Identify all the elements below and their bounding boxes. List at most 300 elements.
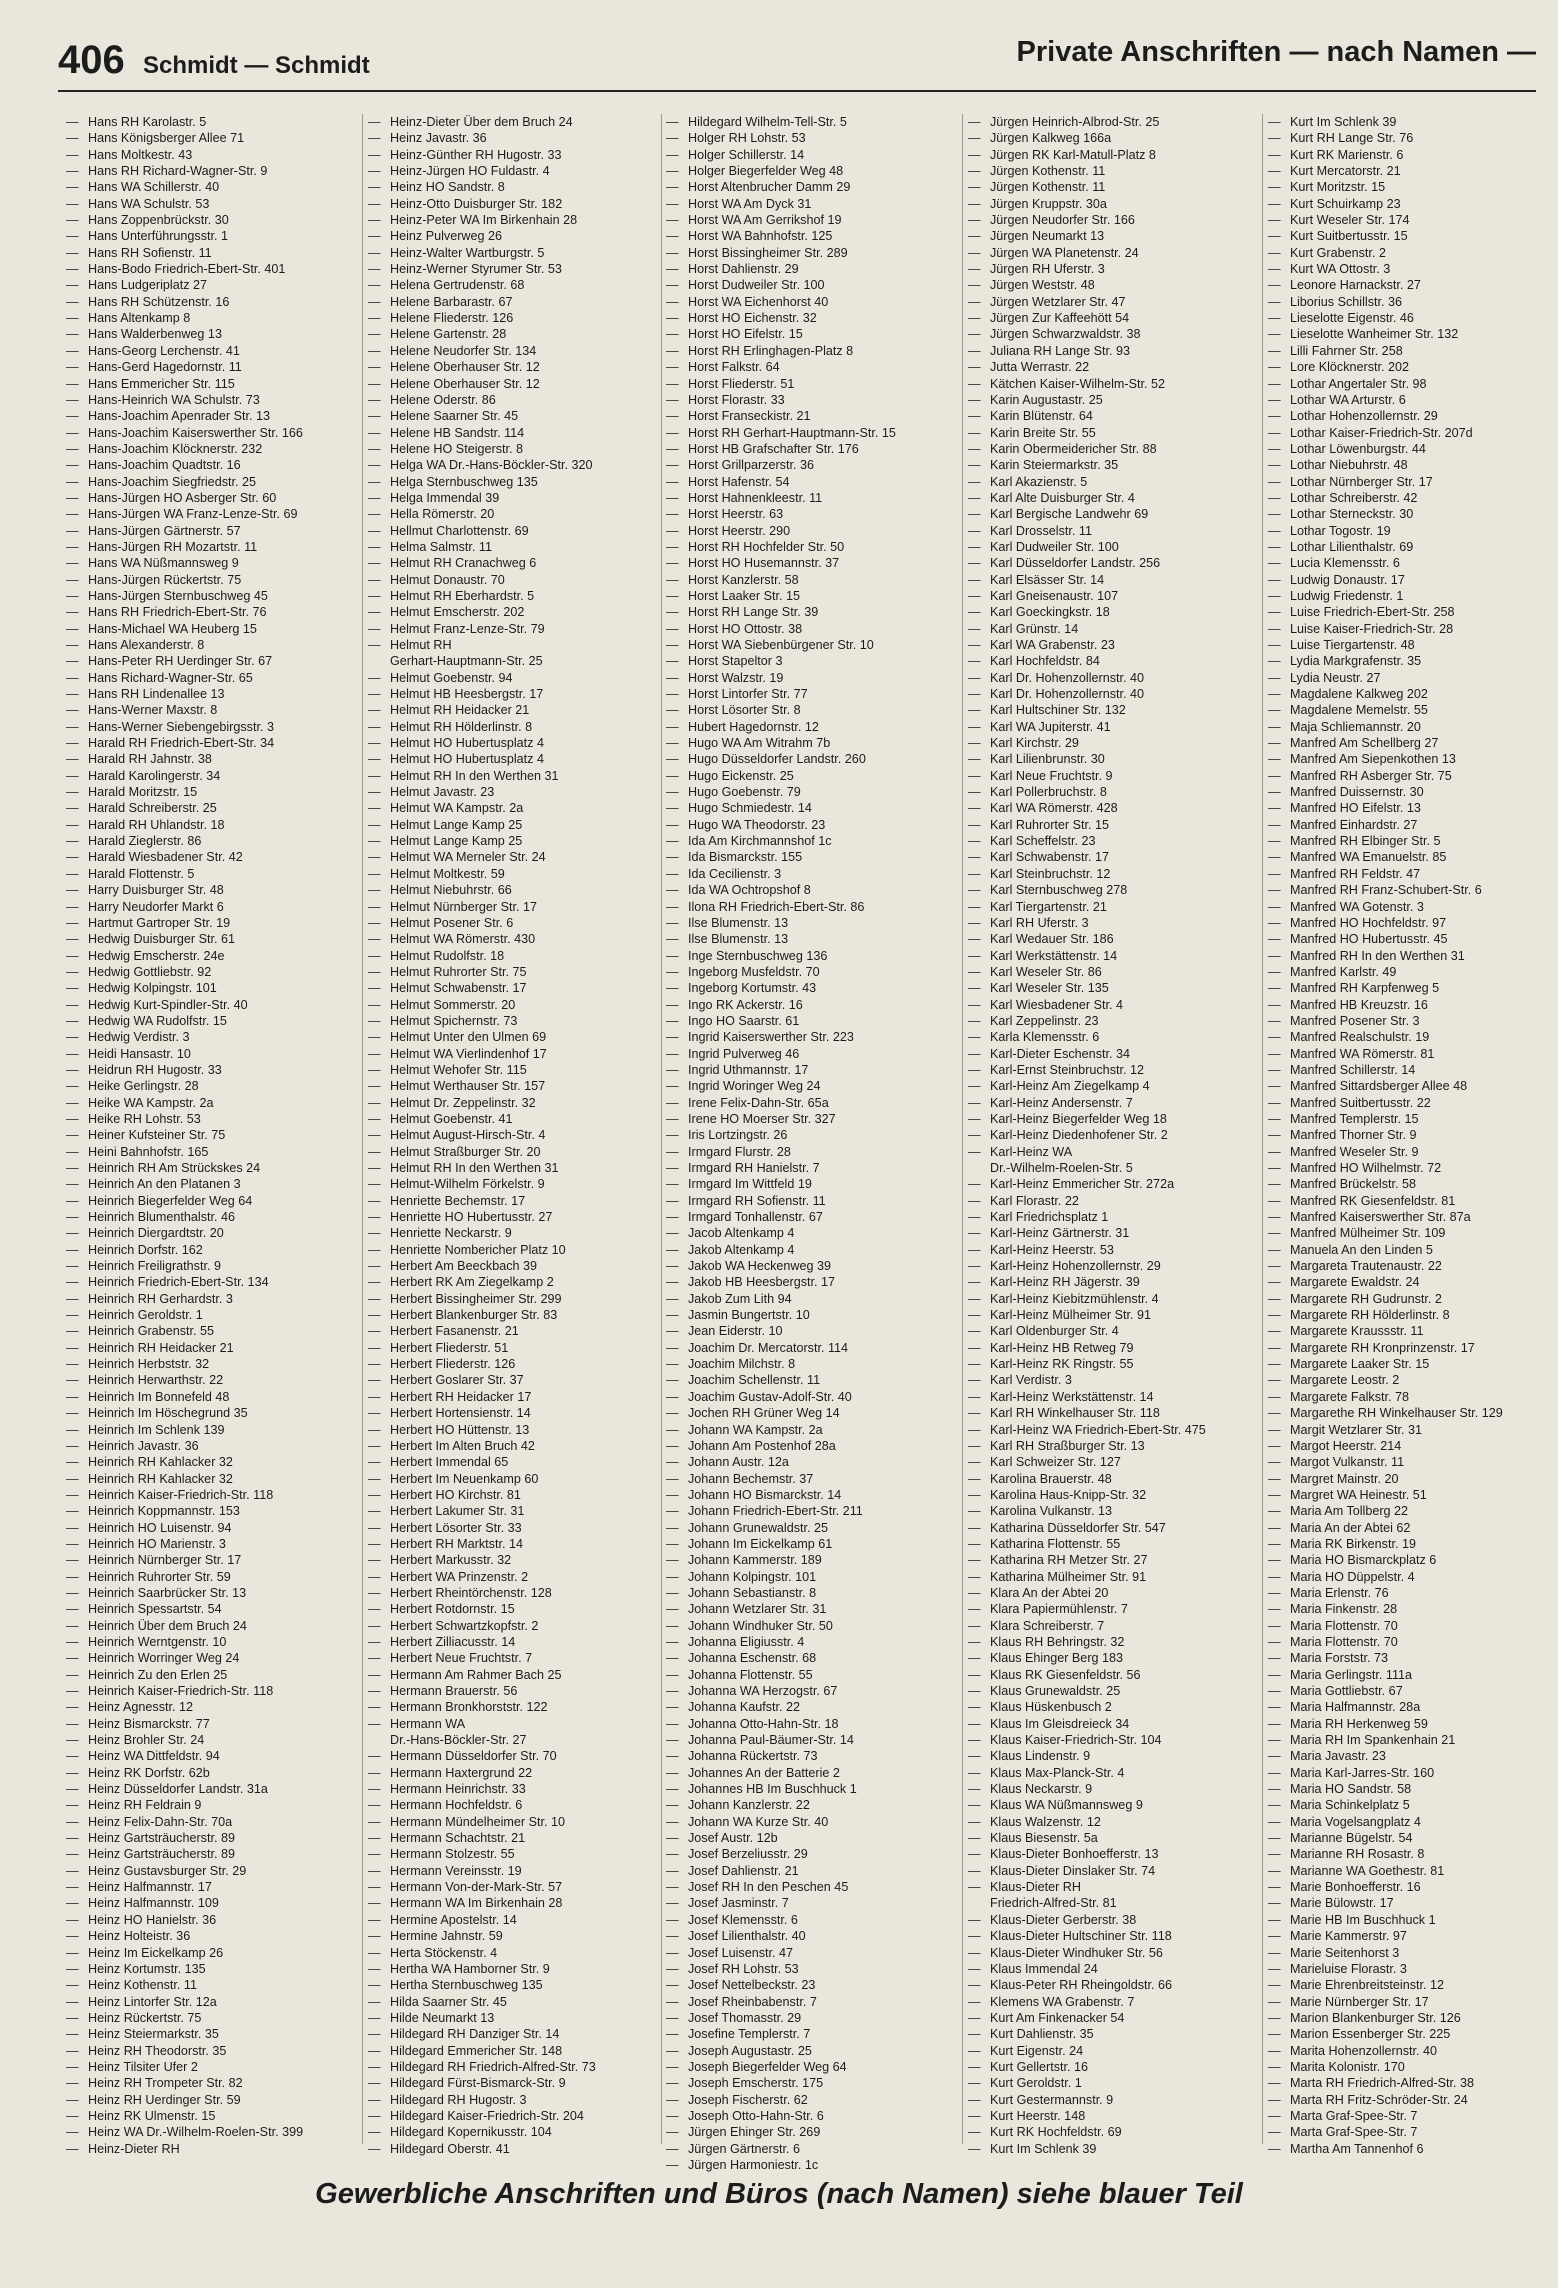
directory-entry: — Maria Javastr. 23	[1268, 1748, 1558, 1764]
directory-entry: — Karl-Heinz Diedenhofener Str. 2	[968, 1127, 1260, 1143]
directory-entry: — Ingeborg Musfeldstr. 70	[666, 964, 958, 980]
directory-entry: — Herbert Fliederstr. 51	[368, 1340, 660, 1356]
directory-entry: — Helene Neudorfer Str. 134	[368, 343, 660, 359]
directory-entry: — Marie Nürnberger Str. 17	[1268, 1994, 1558, 2010]
directory-entry: — Hella Römerstr. 20	[368, 506, 660, 522]
directory-entry: — Klaus RK Giesenfeldstr. 56	[968, 1667, 1260, 1683]
directory-entry: — Ingrid Woringer Weg 24	[666, 1078, 958, 1094]
directory-entry: — Hans-Heinrich WA Schulstr. 73	[66, 392, 358, 408]
directory-entry: — Horst WA Am Dyck 31	[666, 196, 958, 212]
directory-entry: — Karin Steiermarkstr. 35	[968, 457, 1260, 473]
directory-column-4	[968, 114, 1260, 2157]
directory-entry: — Marta Graf-Spee-Str. 7	[1268, 2108, 1558, 2124]
directory-entry: — Hermann Düsseldorfer Str. 70	[368, 1748, 660, 1764]
directory-entry: — Herta Stöckenstr. 4	[368, 1945, 660, 1961]
directory-entry: — Maria Halfmannstr. 28a	[1268, 1699, 1558, 1715]
directory-entry: — Klaus Biesenstr. 5a	[968, 1830, 1260, 1846]
directory-entry: — Margot Vulkanstr. 11	[1268, 1454, 1558, 1470]
directory-entry: — Heinz HO Hanielstr. 36	[66, 1912, 358, 1928]
directory-entry: — Johann Grunewaldstr. 25	[666, 1520, 958, 1536]
directory-entry: — Heinz-Dieter Über dem Bruch 24	[368, 114, 660, 130]
directory-entry: — Heinrich Worringer Weg 24	[66, 1650, 358, 1666]
directory-entry: — Horst Falkstr. 64	[666, 359, 958, 375]
directory-entry: — Helmut Posener Str. 6	[368, 915, 660, 931]
directory-entry: — Hans RH Richard-Wagner-Str. 9	[66, 163, 358, 179]
directory-entry: — Karl-Heinz Heerstr. 53	[968, 1242, 1260, 1258]
directory-entry: — Helmut Wehofer Str. 115	[368, 1062, 660, 1078]
directory-entry: — Magdalene Kalkweg 202	[1268, 686, 1558, 702]
directory-entry: — Lothar Togostr. 19	[1268, 523, 1558, 539]
directory-entry: — Heinrich Herwarthstr. 22	[66, 1372, 358, 1388]
directory-entry: — Karl Sternbuschweg 278	[968, 882, 1260, 898]
directory-entry: — Margarethe RH Winkelhauser Str. 129	[1268, 1405, 1558, 1421]
directory-entry: — Lothar Schreiberstr. 42	[1268, 490, 1558, 506]
directory-entry: — Manfred Weseler Str. 9	[1268, 1144, 1558, 1160]
column-divider	[1262, 114, 1263, 2144]
directory-entry: — Hermann Vereinsstr. 19	[368, 1863, 660, 1879]
directory-entry: — Hans Zoppenbrückstr. 30	[66, 212, 358, 228]
directory-entry: — Herbert HO Hüttenstr. 13	[368, 1422, 660, 1438]
directory-entry: — Karl-Heinz WA Friedrich-Ebert-Str. 475	[968, 1422, 1260, 1438]
directory-entry: — Karl Düsseldorfer Landstr. 256	[968, 555, 1260, 571]
directory-entry: — Juliana RH Lange Str. 93	[968, 343, 1260, 359]
directory-entry: — Ilse Blumenstr. 13	[666, 931, 958, 947]
directory-entry: — Horst RH Gerhart-Hauptmann-Str. 15	[666, 425, 958, 441]
directory-entry: — Hans-Peter RH Uerdinger Str. 67	[66, 653, 358, 669]
directory-entry: — Lieselotte Eigenstr. 46	[1268, 310, 1558, 326]
directory-entry: — Kurt Geroldstr. 1	[968, 2075, 1260, 2091]
directory-entry: — Karl Wedauer Str. 186	[968, 931, 1260, 947]
directory-entry: — Hermine Apostelstr. 14	[368, 1912, 660, 1928]
header-rule	[58, 90, 1536, 92]
directory-entry: — Jürgen Neudorfer Str. 166	[968, 212, 1260, 228]
directory-entry: — Maria Erlenstr. 76	[1268, 1585, 1558, 1601]
directory-entry: — Heinz Gartsträucherstr. 89	[66, 1830, 358, 1846]
directory-entry: — Karl Hochfeldstr. 84	[968, 653, 1260, 669]
directory-entry: — Hans RH Lindenallee 13	[66, 686, 358, 702]
directory-entry: — Helma Salmstr. 11	[368, 539, 660, 555]
directory-entry: — Karolina Vulkanstr. 13	[968, 1503, 1260, 1519]
directory-entry: — Hermann Am Rahmer Bach 25	[368, 1667, 660, 1683]
directory-entry: — Heinrich RH Gerhardstr. 3	[66, 1291, 358, 1307]
directory-entry: — Margarete RH Hölderlinstr. 8	[1268, 1307, 1558, 1323]
directory-entry: — Irmgard Im Wittfeld 19	[666, 1176, 958, 1192]
directory-entry: — Helmut RH Cranachweg 6	[368, 555, 660, 571]
directory-entry: — Kurt Moritzstr. 15	[1268, 179, 1558, 195]
directory-entry: — Karl WA Römerstr. 428	[968, 800, 1260, 816]
directory-entry: — Karl Oldenburger Str. 4	[968, 1323, 1260, 1339]
directory-entry: — Hedwig Verdistr. 3	[66, 1029, 358, 1045]
directory-entry: — Helmut WA Römerstr. 430	[368, 931, 660, 947]
directory-entry: — Heinz RK Dorfstr. 62b	[66, 1765, 358, 1781]
directory-entry: — Helmut RH In den Werthen 31	[368, 1160, 660, 1176]
directory-entry: — Ilse Blumenstr. 13	[666, 915, 958, 931]
directory-entry: — Heinz Bismarckstr. 77	[66, 1716, 358, 1732]
directory-entry: — Josef Lilienthalstr. 40	[666, 1928, 958, 1944]
directory-entry: — Manfred WA Römerstr. 81	[1268, 1046, 1558, 1062]
directory-entry: — Margarete Leostr. 2	[1268, 1372, 1558, 1388]
directory-entry: — Jasmin Bungertstr. 10	[666, 1307, 958, 1323]
directory-entry: — Hans Moltkestr. 43	[66, 147, 358, 163]
directory-entry: — Karin Obermeidericher Str. 88	[968, 441, 1260, 457]
directory-entry: — Heinz Im Eickelkamp 26	[66, 1945, 358, 1961]
directory-entry: — Margarete Kraussstr. 11	[1268, 1323, 1558, 1339]
directory-entry: — Maria Am Tollberg 22	[1268, 1503, 1558, 1519]
directory-entry: — Karl RH Winkelhauser Str. 118	[968, 1405, 1260, 1421]
directory-entry: — Hans-Joachim Kaiserswerther Str. 166	[66, 425, 358, 441]
directory-entry: — Manfred Am Schellberg 27	[1268, 735, 1558, 751]
directory-entry: — Klaus-Dieter Bonhoefferstr. 13	[968, 1846, 1260, 1862]
directory-entry: — Joachim Dr. Mercatorstr. 114	[666, 1340, 958, 1356]
directory-entry: — Lothar Niebuhrstr. 48	[1268, 457, 1558, 473]
directory-entry: — Helene Saarner Str. 45	[368, 408, 660, 424]
directory-entry: — Horst Florastr. 33	[666, 392, 958, 408]
directory-entry: — Heinz-Günther RH Hugostr. 33	[368, 147, 660, 163]
directory-entry: — Irmgard RH Hanielstr. 7	[666, 1160, 958, 1176]
directory-entry: — Maria Karl-Jarres-Str. 160	[1268, 1765, 1558, 1781]
directory-entry: — Lilli Fahrner Str. 258	[1268, 343, 1558, 359]
directory-entry: — Hans-Werner Siebengebirgsstr. 3	[66, 719, 358, 735]
directory-entry: — Karla Klemensstr. 6	[968, 1029, 1260, 1045]
directory-entry: — Johanna Kaufstr. 22	[666, 1699, 958, 1715]
directory-entry: — Heinz-Otto Duisburger Str. 182	[368, 196, 660, 212]
directory-entry: — Horst WA Eichenhorst 40	[666, 294, 958, 310]
directory-entry: — Klaus Hüskenbusch 2	[968, 1699, 1260, 1715]
directory-entry: — Johanna Eschenstr. 68	[666, 1650, 958, 1666]
directory-entry: — Karin Breite Str. 55	[968, 425, 1260, 441]
directory-entry: — Maria Finkenstr. 28	[1268, 1601, 1558, 1617]
directory-entry: — Hans-Joachim Siegfriedstr. 25	[66, 474, 358, 490]
directory-entry: — Karl RH Straßburger Str. 13	[968, 1438, 1260, 1454]
directory-entry: — Hildegard Oberstr. 41	[368, 2141, 660, 2157]
directory-entry: — Irene Felix-Dahn-Str. 65a	[666, 1095, 958, 1111]
directory-entry: — Kurt Grabenstr. 2	[1268, 245, 1558, 261]
directory-entry: — Manfred Schillerstr. 14	[1268, 1062, 1558, 1078]
directory-entry: — Ingo HO Saarstr. 61	[666, 1013, 958, 1029]
directory-entry: — Johannes An der Batterie 2	[666, 1765, 958, 1781]
directory-entry: — Hedwig Kurt-Spindler-Str. 40	[66, 997, 358, 1013]
directory-entry: — Karl-Heinz RK Ringstr. 55	[968, 1356, 1260, 1372]
directory-entry: — Helmut WA Kampstr. 2a	[368, 800, 660, 816]
directory-entry: — Marie Bülowstr. 17	[1268, 1895, 1558, 1911]
directory-entry: — Manfred Realschulstr. 19	[1268, 1029, 1558, 1045]
directory-entry: — Hans-Jürgen WA Franz-Lenze-Str. 69	[66, 506, 358, 522]
footer-note: Gewerbliche Anschriften und Büros (nach Namen) siehe blauer Teil	[315, 2178, 1243, 2210]
directory-entry: — Helga Sternbuschweg 135	[368, 474, 660, 490]
directory-entry: — Johanna Rückertstr. 73	[666, 1748, 958, 1764]
directory-entry: — Heinz Gartsträucherstr. 89	[66, 1846, 358, 1862]
directory-entry: — Horst Grillparzerstr. 36	[666, 457, 958, 473]
directory-entry: — Manfred RH Feldstr. 47	[1268, 866, 1558, 882]
directory-entry: — Heike WA Kampstr. 2a	[66, 1095, 358, 1111]
column-divider	[362, 114, 363, 2144]
directory-entry: — Manfred Sittardsberger Allee 48	[1268, 1078, 1558, 1094]
directory-entry: — Kurt RK Marienstr. 6	[1268, 147, 1558, 163]
directory-entry: — Heinz Holteistr. 36	[66, 1928, 358, 1944]
directory-entry: — Horst HO Husemannstr. 37	[666, 555, 958, 571]
directory-entry: — Karl-Heinz Kiebitzmühlenstr. 4	[968, 1291, 1260, 1307]
directory-entry: — Harald Flottenstr. 5	[66, 866, 358, 882]
directory-entry: — Helmut August-Hirsch-Str. 4	[368, 1127, 660, 1143]
directory-entry: — Horst Lösorter Str. 8	[666, 702, 958, 718]
directory-entry: — Luise Tiergartenstr. 48	[1268, 637, 1558, 653]
directory-entry: — Hartmut Gartroper Str. 19	[66, 915, 358, 931]
directory-entry: — Klaus-Dieter RH	[968, 1879, 1260, 1895]
directory-entry: — Heinz Rückertstr. 75	[66, 2010, 358, 2026]
directory-entry: — Hugo Düsseldorfer Landstr. 260	[666, 751, 958, 767]
directory-entry: — Johann Bechemstr. 37	[666, 1471, 958, 1487]
directory-entry: — Hugo WA Theodorstr. 23	[666, 817, 958, 833]
directory-entry: — Hedwig Duisburger Str. 61	[66, 931, 358, 947]
directory-entry: — Josef Jasminstr. 7	[666, 1895, 958, 1911]
directory-entry: — Marianne WA Goethestr. 81	[1268, 1863, 1558, 1879]
directory-entry: — Jochen RH Grüner Weg 14	[666, 1405, 958, 1421]
directory-entry: — Horst WA Siebenbürgener Str. 10	[666, 637, 958, 653]
directory-entry: — Jürgen Kalkweg 166a	[968, 130, 1260, 146]
directory-entry: — Karl Tiergartenstr. 21	[968, 899, 1260, 915]
directory-entry: — Marie Ehrenbreitsteinstr. 12	[1268, 1977, 1558, 1993]
directory-entry: — Hildegard Fürst-Bismarck-Str. 9	[368, 2075, 660, 2091]
directory-entry: — Marie Seitenhorst 3	[1268, 1945, 1558, 1961]
directory-entry: — Karl-Heinz RH Jägerstr. 39	[968, 1274, 1260, 1290]
directory-entry: — Kurt Dahlienstr. 35	[968, 2026, 1260, 2042]
directory-entry: — Henriette HO Hubertusstr. 27	[368, 1209, 660, 1225]
directory-entry: — Helmut Dr. Zeppelinstr. 32	[368, 1095, 660, 1111]
directory-entry: — Maria HO Sandstr. 58	[1268, 1781, 1558, 1797]
directory-entry: — Horst HB Grafschafter Str. 176	[666, 441, 958, 457]
directory-entry: — Maria RH Herkenweg 59	[1268, 1716, 1558, 1732]
directory-entry: — Horst Dahlienstr. 29	[666, 261, 958, 277]
directory-entry: — Hans WA Schulstr. 53	[66, 196, 358, 212]
directory-entry: — Johann Kolpingstr. 101	[666, 1569, 958, 1585]
directory-entry: — Manfred HO Wilhelmstr. 72	[1268, 1160, 1558, 1176]
directory-entry: — Johanna Eligiusstr. 4	[666, 1634, 958, 1650]
directory-entry: — Karl Elsässer Str. 14	[968, 572, 1260, 588]
directory-entry: — Kurt RH Lange Str. 76	[1268, 130, 1558, 146]
directory-entry: — Horst Franseckistr. 21	[666, 408, 958, 424]
directory-entry: — Hermann Stolzestr. 55	[368, 1846, 660, 1862]
directory-entry: — Lore Klöcknerstr. 202	[1268, 359, 1558, 375]
directory-entry: — Marie HB Im Buschhuck 1	[1268, 1912, 1558, 1928]
directory-entry: — Johann Windhuker Str. 50	[666, 1618, 958, 1634]
directory-entry: — Hans Walderbenweg 13	[66, 326, 358, 342]
directory-entry: — Karl Ruhrorter Str. 15	[968, 817, 1260, 833]
directory-entry: — Margarete RH Gudrunstr. 2	[1268, 1291, 1558, 1307]
directory-entry: — Heinrich Diergardtstr. 20	[66, 1225, 358, 1241]
directory-entry: — Maria RH Im Spankenhain 21	[1268, 1732, 1558, 1748]
directory-entry: — Helmut Javastr. 23	[368, 784, 660, 800]
directory-entry: — Kurt Gestermannstr. 9	[968, 2092, 1260, 2108]
directory-entry: — Hans Unterführungsstr. 1	[66, 228, 358, 244]
directory-entry: — Klaus Grunewaldstr. 25	[968, 1683, 1260, 1699]
directory-entry: — Hugo Schmiedestr. 14	[666, 800, 958, 816]
directory-entry: — Klaus WA Nüßmannsweg 9	[968, 1797, 1260, 1813]
directory-entry: — Karl WA Grabenstr. 23	[968, 637, 1260, 653]
directory-entry: — Josef Austr. 12b	[666, 1830, 958, 1846]
directory-entry: — Karl Pollerbruchstr. 8	[968, 784, 1260, 800]
directory-entry: — Herbert Blankenburger Str. 83	[368, 1307, 660, 1323]
directory-entry: — Harald Moritzstr. 15	[66, 784, 358, 800]
directory-entry: — Hans Richard-Wagner-Str. 65	[66, 670, 358, 686]
directory-entry: — Herbert HO Kirchstr. 81	[368, 1487, 660, 1503]
directory-entry: — Karl Goeckingkstr. 18	[968, 604, 1260, 620]
directory-entry: — Kätchen Kaiser-Wilhelm-Str. 52	[968, 376, 1260, 392]
directory-entry: — Lothar Angertaler Str. 98	[1268, 376, 1558, 392]
directory-entry: — Herbert WA Prinzenstr. 2	[368, 1569, 660, 1585]
directory-entry: — Herbert Neue Fruchtstr. 7	[368, 1650, 660, 1666]
directory-entry: — Katharina Düsseldorfer Str. 547	[968, 1520, 1260, 1536]
directory-entry: — Horst WA Am Gerrikshof 19	[666, 212, 958, 228]
directory-entry: — Josef RH In den Peschen 45	[666, 1879, 958, 1895]
directory-entry: — Karl Hultschiner Str. 132	[968, 702, 1260, 718]
directory-entry: — Irmgard Tonhallenstr. 67	[666, 1209, 958, 1225]
directory-column-2	[368, 114, 660, 2157]
directory-entry: — Katharina Mülheimer Str. 91	[968, 1569, 1260, 1585]
directory-entry: — Jürgen Weststr. 48	[968, 277, 1260, 293]
directory-entry: — Hans-Joachim Klöcknerstr. 232	[66, 441, 358, 457]
directory-entry: — Marieluise Florastr. 3	[1268, 1961, 1558, 1977]
directory-entry: — Hertha Sternbuschweg 135	[368, 1977, 660, 1993]
directory-entry: — Hans-Georg Lerchenstr. 41	[66, 343, 358, 359]
directory-entry: — Karl Friedrichsplatz 1	[968, 1209, 1260, 1225]
directory-entry: — Helmut HO Hubertusplatz 4	[368, 751, 660, 767]
directory-entry: — Heinz Düsseldorfer Landstr. 31a	[66, 1781, 358, 1797]
directory-entry: — Herbert Hortensienstr. 14	[368, 1405, 660, 1421]
directory-entry: — Manfred RH Franz-Schubert-Str. 6	[1268, 882, 1558, 898]
directory-entry: — Heinz HO Sandstr. 8	[368, 179, 660, 195]
directory-entry: — Helmut WA Vierlindenhof 17	[368, 1046, 660, 1062]
directory-entry: — Helga WA Dr.-Hans-Böckler-Str. 320	[368, 457, 660, 473]
directory-entry: — Marta RH Friedrich-Alfred-Str. 38	[1268, 2075, 1558, 2091]
directory-column-3	[666, 114, 958, 2173]
directory-entry: — Helmut RH In den Werthen 31	[368, 768, 660, 784]
directory-entry: — Heinrich Im Schlenk 139	[66, 1422, 358, 1438]
directory-entry: — Hedwig WA Rudolfstr. 15	[66, 1013, 358, 1029]
directory-entry: — Heike Gerlingstr. 28	[66, 1078, 358, 1094]
directory-entry: — Johanna Otto-Hahn-Str. 18	[666, 1716, 958, 1732]
directory-entry: — Jürgen Kothenstr. 11	[968, 179, 1260, 195]
directory-entry: — Manfred Duissernstr. 30	[1268, 784, 1558, 800]
directory-entry: — Klara An der Abtei 20	[968, 1585, 1260, 1601]
directory-entry: — Klaus-Peter RH Rheingoldstr. 66	[968, 1977, 1260, 1993]
directory-entry: — Ida Am Kirchmannshof 1c	[666, 833, 958, 849]
directory-entry: — Herbert RH Heidacker 17	[368, 1389, 660, 1405]
directory-entry: — Horst Stapeltor 3	[666, 653, 958, 669]
directory-entry: — Karl Scheffelstr. 23	[968, 833, 1260, 849]
directory-entry: — Hans RH Sofienstr. 11	[66, 245, 358, 261]
directory-entry: — Jürgen Schwarzwaldstr. 38	[968, 326, 1260, 342]
directory-entry: — Manfred RH Elbinger Str. 5	[1268, 833, 1558, 849]
directory-entry: — Hans-Jürgen Rückertstr. 75	[66, 572, 358, 588]
directory-entry: — Johann WA Kurze Str. 40	[666, 1814, 958, 1830]
directory-entry: — Inge Sternbuschweg 136	[666, 948, 958, 964]
directory-entry: — Hugo WA Am Witrahm 7b	[666, 735, 958, 751]
directory-entry: — Horst Kanzlerstr. 58	[666, 572, 958, 588]
directory-entry: — Heinrich Koppmannstr. 153	[66, 1503, 358, 1519]
directory-entry: — Herbert Bissingheimer Str. 299	[368, 1291, 660, 1307]
directory-entry: — Manuela An den Linden 5	[1268, 1242, 1558, 1258]
directory-entry: — Helmut Nürnberger Str. 17	[368, 899, 660, 915]
directory-entry: — Lothar Löwenburgstr. 44	[1268, 441, 1558, 457]
directory-entry: — Marion Essenberger Str. 225	[1268, 2026, 1558, 2042]
directory-entry: — Heinrich Im Bonnefeld 48	[66, 1389, 358, 1405]
directory-entry: — Johann Kanzlerstr. 22	[666, 1797, 958, 1813]
directory-entry: — Jean Eiderstr. 10	[666, 1323, 958, 1339]
directory-entry: — Manfred Thorner Str. 9	[1268, 1127, 1558, 1143]
directory-entry: — Ida Bismarckstr. 155	[666, 849, 958, 865]
directory-entry: — Helene HO Steigerstr. 8	[368, 441, 660, 457]
directory-entry: — Heinz Agnesstr. 12	[66, 1699, 358, 1715]
directory-entry: — Karl WA Jupiterstr. 41	[968, 719, 1260, 735]
directory-entry: — Herbert RH Marktstr. 14	[368, 1536, 660, 1552]
directory-entry: — Horst Walzstr. 19	[666, 670, 958, 686]
directory-entry: — Harry Duisburger Str. 48	[66, 882, 358, 898]
directory-entry: — Maria Gerlingstr. 111a	[1268, 1667, 1558, 1683]
directory-entry: — Klaus Im Gleisdreieck 34	[968, 1716, 1260, 1732]
directory-entry: — Heinz-Werner Styrumer Str. 53	[368, 261, 660, 277]
directory-entry: — Manfred HB Kreuzstr. 16	[1268, 997, 1558, 1013]
directory-entry: — Hildegard RH Hugostr. 3	[368, 2092, 660, 2108]
directory-entry: — Heiner Kufsteiner Str. 75	[66, 1127, 358, 1143]
directory-entry: — Margret Mainstr. 20	[1268, 1471, 1558, 1487]
directory-entry: — Ida WA Ochtropshof 8	[666, 882, 958, 898]
directory-entry: — Ingrid Kaiserswerther Str. 223	[666, 1029, 958, 1045]
directory-entry: — Heinz RH Uerdinger Str. 59	[66, 2092, 358, 2108]
directory-entry: — Irmgard Flurstr. 28	[666, 1144, 958, 1160]
directory-entry: — Jakob Altenkamp 4	[666, 1242, 958, 1258]
directory-entry: — Hildegard Kaiser-Friedrich-Str. 204	[368, 2108, 660, 2124]
directory-entry: — Harald RH Uhlandstr. 18	[66, 817, 358, 833]
directory-entry: — Helmut Emscherstr. 202	[368, 604, 660, 620]
directory-entry: — Karin Augustastr. 25	[968, 392, 1260, 408]
directory-entry: — Luise Kaiser-Friedrich-Str. 28	[1268, 621, 1558, 637]
directory-entry: — Joachim Gustav-Adolf-Str. 40	[666, 1389, 958, 1405]
directory-entry: — Irene HO Moerser Str. 327	[666, 1111, 958, 1127]
directory-entry: — Herbert Immendal 65	[368, 1454, 660, 1470]
directory-entry: — Hermann Von-der-Mark-Str. 57	[368, 1879, 660, 1895]
directory-entry: — Hedwig Kolpingstr. 101	[66, 980, 358, 996]
directory-entry: — Maja Schliemannstr. 20	[1268, 719, 1558, 735]
directory-entry: — Josefine Templerstr. 7	[666, 2026, 958, 2042]
directory-entry: — Hermann Brauerstr. 56	[368, 1683, 660, 1699]
directory-entry: — Hans Königsberger Allee 71	[66, 130, 358, 146]
directory-entry: — Harald Karolingerstr. 34	[66, 768, 358, 784]
directory-entry: — Margot Heerstr. 214	[1268, 1438, 1558, 1454]
directory-entry: — Manfred RH Karpfenweg 5	[1268, 980, 1558, 996]
directory-entry: — Karl-Heinz Mülheimer Str. 91	[968, 1307, 1260, 1323]
directory-entry: — Herbert Schwartzkopfstr. 2	[368, 1618, 660, 1634]
directory-entry: — Karl Wiesbadener Str. 4	[968, 997, 1260, 1013]
directory-entry: — Hermann Haxtergrund 22	[368, 1765, 660, 1781]
directory-entry: — Karl-Heinz Andersenstr. 7	[968, 1095, 1260, 1111]
directory-entry: — Jacob Altenkamp 4	[666, 1225, 958, 1241]
directory-entry: — Hilda Saarner Str. 45	[368, 1994, 660, 2010]
directory-entry: — Klaus-Dieter Dinslaker Str. 74	[968, 1863, 1260, 1879]
directory-entry: — Karl-Dieter Eschenstr. 34	[968, 1046, 1260, 1062]
directory-entry: — Helmut RH Eberhardstr. 5	[368, 588, 660, 604]
directory-entry: — Josef RH Lohstr. 53	[666, 1961, 958, 1977]
directory-entry: — Helmut HO Hubertusplatz 4	[368, 735, 660, 751]
directory-entry: — Herbert RK Am Ziegelkamp 2	[368, 1274, 660, 1290]
directory-entry: — Lucia Klemensstr. 6	[1268, 555, 1558, 571]
page-number: 406	[58, 38, 125, 82]
directory-entry: — Johann Austr. 12a	[666, 1454, 958, 1470]
directory-entry: — Marion Blankenburger Str. 126	[1268, 2010, 1558, 2026]
directory-entry: — Heinz WA Dittfeldstr. 94	[66, 1748, 358, 1764]
directory-entry: — Joseph Biegerfelder Weg 64	[666, 2059, 958, 2075]
directory-entry: — Karl Lilienbrunstr. 30	[968, 751, 1260, 767]
directory-entry: — Hans-Jürgen Sternbuschweg 45	[66, 588, 358, 604]
